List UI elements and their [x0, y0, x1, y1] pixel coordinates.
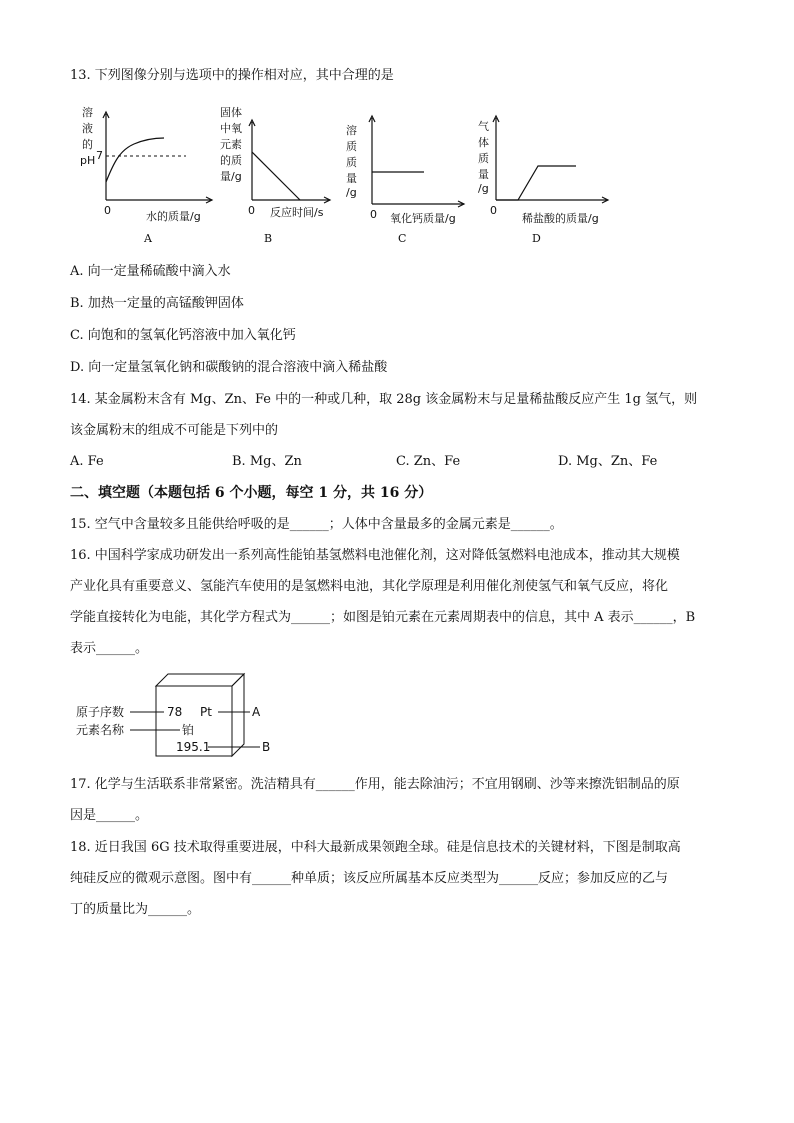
label-atomic-number: 原子序数: [76, 705, 125, 719]
graph-a-ylabel-1: 溶: [82, 106, 93, 119]
graph-d-line: [496, 166, 576, 200]
graph-b-ylabel-4: 的质: [220, 154, 242, 167]
graph-d-letter: D: [532, 232, 541, 245]
q14-line-2: 该金属粉末的组成不可能是下列中的: [70, 423, 279, 438]
graph-c-origin: 0: [370, 208, 377, 221]
graph-b-ylabel-5: 量/g: [220, 170, 242, 183]
q13-option-c: C. 向饱和的氢氧化钙溶液中加入氧化钙: [70, 328, 296, 343]
q14-option-b: B. Mg、Zn: [232, 454, 302, 469]
q14-line-1: 14. 某金属粉末含有 Mg、Zn、Fe 中的一种或几种，取 28g 该金属粉末与足量稀盐酸反应产生 1g 氢气，则: [70, 392, 698, 407]
graph-b: [218, 100, 338, 246]
graph-c-ylabel-3: 质: [346, 156, 357, 169]
q13-option-b: B. 加热一定量的高锰酸钾固体: [70, 296, 244, 311]
q14-option-d: D. Mg、Zn、Fe: [558, 454, 658, 469]
graph-a-xlabel: 水的质量/g: [146, 210, 201, 223]
graph-b-ylabel-1: 固体: [220, 106, 242, 119]
graph-d-ylabel-2: 体: [478, 136, 489, 149]
q17-line-2: 因是______。: [70, 808, 149, 823]
graph-b-ylabel-3: 元素: [220, 138, 242, 151]
q18-line-2: 纯硅反应的微观示意图。图中有______种单质；该反应所属基本反应类型为______反应；参加反应的乙与: [70, 871, 669, 886]
graph-c-ylabel-5: /g: [346, 186, 357, 199]
graph-a-ylabel-3: 的: [82, 138, 93, 151]
atomic-number: 78: [167, 705, 183, 719]
q13-option-a: A. 向一定量稀硫酸中滴入水: [70, 264, 231, 279]
q13-option-d: D. 向一定量氢氧化钠和碳酸钠的混合溶液中滴入稀盐酸: [70, 360, 388, 375]
graph-c: [342, 100, 472, 246]
graph-b-line: [252, 152, 300, 200]
q17-line-1: 17. 化学与生活联系非常紧密。洗洁精具有______作用，能去除油污；不宜用钢刷、沙等来擦洗铝制品的原: [70, 777, 680, 792]
graph-c-ylabel-1: 溶: [346, 124, 357, 137]
element-name: 铂: [182, 723, 195, 737]
q15-text: 15. 空气中含量较多且能供给呼吸的是______；人体中含量最多的金属元素是______。: [70, 517, 563, 532]
q18-line-3: 丁的质量比为______。: [70, 902, 201, 917]
graph-a-letter: A: [144, 232, 152, 245]
graph-a-curve: [106, 138, 164, 182]
atomic-mass: 195.1: [176, 740, 211, 754]
element-symbol: Pt: [200, 705, 212, 719]
q13-stem: 13. 下列图像分别与选项中的操作相对应，其中合理的是: [70, 68, 394, 83]
q18-line-1: 18. 近日我国 6G 技术取得重要进展，中科大最新成果领跑全球。硅是信息技术的关键材料，下图是制取高: [70, 840, 681, 855]
graph-b-xlabel: 反应时间/s: [270, 206, 324, 219]
graph-c-ylabel-2: 质: [346, 140, 357, 153]
graph-d: [474, 100, 616, 246]
graph-a: [74, 100, 214, 246]
pointer-a-label: A: [252, 705, 261, 719]
graph-d-ylabel-4: 量: [478, 168, 489, 181]
q14-option-c: C. Zn、Fe: [396, 454, 461, 469]
platinum-element-tile: [72, 670, 282, 762]
label-element-name: 元素名称: [76, 723, 125, 737]
graph-a-origin: 0: [104, 204, 111, 217]
graph-c-xlabel: 氧化钙质量/g: [390, 212, 456, 225]
q16-line-4: 表示______。: [70, 641, 149, 656]
q16-line-1: 16. 中国科学家成功研发出一系列高性能铂基氢燃料电池催化剂，这对降低氢燃料电池成本，推动其大规模: [70, 548, 680, 563]
graph-b-ylabel-2: 中氧: [220, 122, 242, 135]
graph-d-ylabel-5: /g: [478, 182, 489, 195]
graph-c-letter: C: [398, 232, 407, 245]
graph-a-ylabel-4: pH: [80, 154, 96, 167]
graph-b-origin: 0: [248, 204, 255, 217]
section-2-title: 二、填空题（本题包括 6 个小题，每空 1 分，共 16 分）: [70, 485, 433, 501]
graph-d-ylabel-1: 气: [478, 120, 489, 133]
tile-top-face: [156, 674, 244, 686]
tile-side-face: [232, 674, 244, 756]
graph-a-ylabel-2: 液: [82, 122, 93, 135]
graph-a-tick-7: 7: [96, 149, 103, 162]
pointer-b-label: B: [262, 740, 271, 754]
graph-b-letter: B: [264, 232, 273, 245]
graph-c-ylabel-4: 量: [346, 172, 357, 185]
q16-line-3: 学能直接转化为电能，其化学方程式为______；如图是铂元素在元素周期表中的信息，其中 A 表示______，B: [70, 610, 696, 625]
graph-d-xlabel: 稀盐酸的质量/g: [522, 212, 599, 225]
q14-option-a: A. Fe: [70, 454, 104, 469]
q16-line-2: 产业化具有重要意义、氢能汽车使用的是氢燃料电池，其化学原理是利用催化剂使氢气和氧气反应，将化: [70, 579, 669, 594]
graph-d-origin: 0: [490, 204, 497, 217]
graph-d-ylabel-3: 质: [478, 152, 489, 165]
